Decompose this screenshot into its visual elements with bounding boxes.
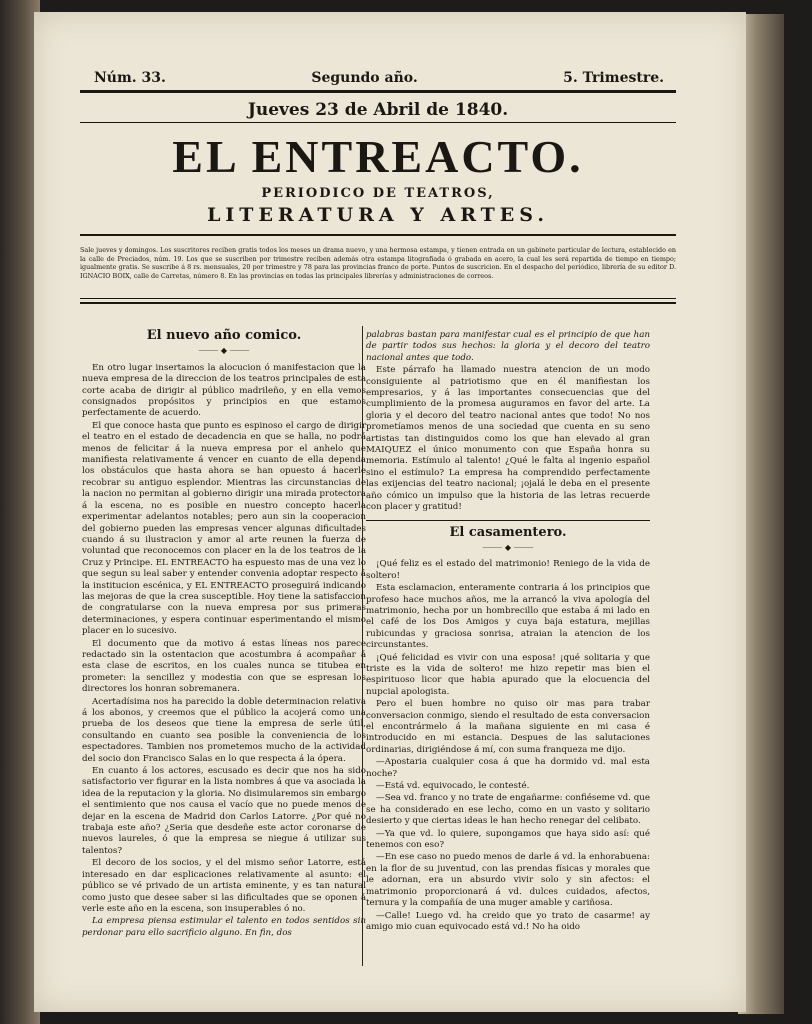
continued-lead: palabras bastan para manifestar cual es el principio de que han de partir todos sus hechos: la gloria y el decoro del teatro nacional antes que todo. xyxy=(366,330,650,363)
notice-rule-bottom xyxy=(80,302,676,304)
paragraph: En cuanto á los actores, escusado es decir que nos ha sido satisfactorio ver figurar en la lista nombres á que va asociada la idea de la reputacion y la gloria. No disimularemos sin embargo el sentimiento que nos causa el vacío que no puede menos de dejar en la escena de Madrid don Carlos Latorre. ¿Por qué no trabaja este año? ¿Seria que desdeñe este actor coronarse de nuevos laureles, ó que la empresa se niegue á utilizar sus talentos? xyxy=(82,766,366,856)
issue-number: Núm. 33. xyxy=(94,70,166,86)
subscription-notice: Sale jueves y domingos. Los suscritores reciben gratis todos los meses un drama nuevo, y una hermosa estampa, y tienen entrada en un gabinete particular de lectura, establecido en la calle de Preciados, núm. 19. Los que se suscriben por trimestre reciben además otra estampa litografiada ó grabada en acero, la cual les será repartida de tiempo en tiempo; igualmente gratis. Se suscribe á 8 rs. mensuales, 20 por trimestre y 78 para las provincias franco de porte. Puntos de suscricion. En el despacho del periódico, librería de su editor D. IGNACIO BOIX, calle de Carretas, número 8. En las provincias en todas las principales librerías y administraciones de correos. xyxy=(80,246,676,280)
article-title-casamentero: El casamentero. xyxy=(449,524,567,540)
paragraph: La empresa piensa estimular el talento en todos sentidos sin perdonar para ello sacrificio alguno. En fin, dos xyxy=(82,916,366,938)
paragraph: —Ya que vd. lo quiere, supongamos que haya sido así: qué tenemos con eso? xyxy=(366,828,650,851)
paragraph: —Está vd. equivocado, le contesté. xyxy=(376,781,530,792)
masthead-title: EL ENTREACTO. xyxy=(172,131,584,182)
paragraph: —Calle! Luego vd. ha creido que yo trato de casarme! ay amigo mio cuan equivocado está vd.! No ha oido xyxy=(366,910,650,932)
paragraph: ¡Qué feliz es el estado del matrimonio! Reniego de la vida de soltero! xyxy=(366,559,650,581)
paragraph: El decoro de los socios, y el del mismo señor Latorre, está interesado en dar esplicaciones relativamente al asunto: el público se vé privado de un artista eminente, y es tan natural como justo que desee saber si las dificultades que se oponen á verle este año en la escena, son insuperables ó no. xyxy=(82,858,366,914)
masthead-subtitle-2: LITERATURA Y ARTES. xyxy=(207,204,549,226)
paragraph: —Apostaria cualquier cosa á que ha dormido vd. mal esta noche? xyxy=(366,757,650,779)
header-rule xyxy=(80,90,676,93)
paragraph: Esta esclamacion, enteramente contraria á los principios que profeso hace muchos años, me la arrancó la viva apología del matrimonio, hecha por un hombrecillo que estaba á mi lado en el café de los Dos Amigos y cuya baja estatura, mejillas rubicundas y graciosa sonrisa, atraian la atencion de los circunstantes. xyxy=(366,583,650,651)
title-ornament: ⸻ ◆ ⸻ xyxy=(482,542,534,552)
paragraph: El que conoce hasta que punto es espinoso el cargo de dirigir el teatro en el estado de decadencia en que se halla, no podrá menos de felicitar á la nueva empresa por el anhelo que manifiesta relativamente á vencer en cuanto de ella dependa los obstáculos que hasta ahora se han opuesto á hacerle recobrar su antiguo esplendor. Mientras las circunstancias de la nacion no permitan al gobierno dirigir una mirada protectora á la escena, no es posible en nuestro concepto hacerla experimentar adelantos notables; pero aun sin la cooperacion del gobierno pueden las empresas vencer algunas dificultades cuando á su ilustracion y amor al arte reunen la fuerza de voluntad que reconocemos con placer en la de los teatros de la Cruz y Principe. EL ENTREACTO ha espuesto mas de una vez lo que segun su leal saber y entender convenia adoptar respecto á la institucion escénica, y EL ENTREACTO proseguirá indicando las mejoras de que la crea susceptible. Hoy tiene la satisfaccion de congratularse con la nueva empresa por sus primeras determinaciones, y espera continuar esperimentando el mismo placer en lo sucesivo. xyxy=(82,420,366,637)
article-title-nuevo-ano: El nuevo año comico. xyxy=(146,328,302,343)
paragraph: En otro lugar insertamos la alocucion ó manifestacion que la nueva empresa de la direccion de los teatros principales de esta corte acaba de dirigir al público madrileño, y en ella vemos consignados propósitos y principios en que estamos perfectamente de acuerdo. xyxy=(82,362,366,419)
notice-rule-top xyxy=(80,298,676,299)
paragraph: Este párrafo ha llamado nuestra atencion de un modo consiguiente al patriotismo que en él manifiestan los empresarios, y á las importantes consecuencias que del cumplimiento de la promesa auguramos en favor del arte. La gloria y el decoro del teatro nacional antes que todo! No nos prometíamos menos de una sociedad que cuenta en su seno artistas tan distinguidos como los que han elevado al gran MAIQUEZ el único monumento con que España honra su memoria. Estímulo al talento! ¿Qué le falta al ingenio español sino el estímulo? La empresa ha comprendido perfectamente las exijencias del teatro nacional; ¡ojalá le deba en el presente año cómico un impulso que la historia de las letras recuerde con placer y gratitud! xyxy=(366,365,650,513)
paragraph: —Sea vd. franco y no trate de engañarme: confiéseme vd. que se ha considerado en ese lecho, como en un vasto y solitario desierto y que ciertas ideas le han hecho renegar del celibato. xyxy=(366,793,650,827)
newspaper-page xyxy=(34,12,746,1012)
issue-header xyxy=(94,70,664,86)
issue-trimester: 5. Trimestre. xyxy=(563,70,664,86)
paragraph: El documento que da motivo á estas líneas nos parece redactado sin la ostentacion que acostumbra á acompañar á esta clase de escritos, en los cuales nunca se titubea en prometer: la sencillez y modestia con que se espresan los directores los honran sobremanera. xyxy=(82,638,366,695)
paragraph: Acertadísima nos ha parecido la doble determinacion relativa á los abonos, y creemos que el público la acojerá como una prueba de los deseos que tiene la empresa de serle útil, consultando en cuanto sea posible la conveniencia de los espectadores. Tambien nos prometemos mucho de la actividad del socio don Francisco Salas en lo que respecta á la ópera. xyxy=(82,696,366,764)
date-rule xyxy=(80,122,676,123)
paragraph: ¡Qué felicidad es vivir con una esposa! ¡qué solitaria y que triste es la vida de soltero! me hizo repetir mas bien el espirituoso licor que habia apurado que la elocuencia del nupcial apologista. xyxy=(366,652,650,697)
paragraph: Pero el buen hombre no quiso oir mas para trabar conversacion conmigo, siendo el resultado de esta conversacion el encontrármelo á la mañana siguiente en mi casa é introducido en mi estancia. Despues de las salutaciones ordinarias, dirigiéndose á mí, con suma franqueza me dijo. xyxy=(366,699,650,755)
right-column xyxy=(366,330,650,934)
masthead-rule xyxy=(80,234,676,236)
section-rule xyxy=(366,520,650,521)
issue-year: Segundo año. xyxy=(311,70,418,86)
title-ornament: ⸻ ◆ ⸻ xyxy=(198,346,250,356)
paragraph: —En ese caso no puedo menos de darle á vd. la enhorabuena: en la flor de su juventud, con las prendas físicas y morales que le adornan, era un absurdo vivir solo y sin afectos: el matrimonio proporcionará á vd. dulces cuidados, afectos, ternura y la compañía de una muger amable y cariñosa. xyxy=(366,852,650,909)
left-column xyxy=(82,330,366,940)
masthead-subtitle-1: PERIODICO DE TEATROS, xyxy=(261,186,495,201)
date-line: Jueves 23 de Abril de 1840. xyxy=(247,100,509,120)
